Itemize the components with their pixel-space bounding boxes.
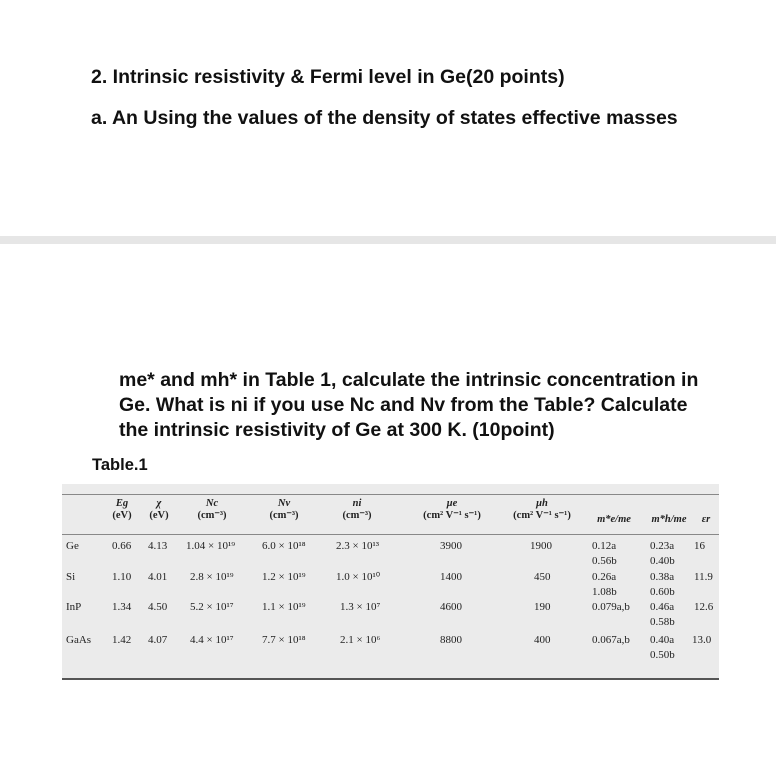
cell-ni: 1.3 × 10⁷	[340, 601, 381, 613]
header-mue	[412, 498, 492, 522]
cell-ni: 2.3 × 10¹³	[336, 540, 380, 552]
header-sym: m*h/me	[651, 514, 687, 525]
row-name: Ge	[66, 540, 79, 552]
header-sym: ni	[352, 498, 362, 509]
cell-me: 0.12a	[592, 540, 617, 552]
header-sym: μh	[536, 498, 548, 509]
question-title: 2. Intrinsic resistivity & Fermi level in Ge(20 points)	[91, 66, 565, 88]
question-line-2: Ge. What is ni if you use Nc and Nv from the Table? Calculate	[119, 394, 688, 416]
cell-chi: 4.01	[148, 571, 168, 583]
cell-mh: 0.40a	[650, 634, 675, 646]
table-bottom-rule	[62, 678, 719, 680]
header-nc	[190, 498, 234, 522]
header-sym: εr	[701, 514, 711, 525]
row-name: Si	[66, 571, 76, 583]
cell-me: 1.08b	[592, 586, 617, 598]
cell-mh: 0.60b	[650, 586, 675, 598]
cell-nc: 4.4 × 10¹⁷	[190, 634, 234, 646]
header-chi	[144, 498, 174, 522]
table-caption: Table.1	[92, 456, 148, 474]
cell-me: 0.067a,b	[592, 634, 630, 646]
cell-mh: 0.40b	[650, 555, 675, 567]
cell-chi: 4.13	[148, 540, 168, 552]
header-nv	[262, 498, 306, 522]
cell-er: 16	[694, 540, 705, 552]
header-sym: Nv	[277, 498, 291, 509]
header-unit: (cm⁻³)	[342, 510, 372, 521]
cell-chi: 4.07	[148, 634, 168, 646]
row-name: GaAs	[66, 634, 92, 646]
header-er	[696, 514, 716, 526]
cell-me: 0.079a,b	[592, 601, 630, 613]
header-sym: Eg	[115, 498, 129, 509]
data-table	[62, 484, 719, 680]
cell-ni: 1.0 × 10¹⁰	[336, 571, 381, 583]
header-mh	[644, 514, 694, 526]
table-top-rule	[62, 494, 719, 495]
header-sym: μe	[446, 498, 458, 509]
cell-muh: 400	[534, 634, 551, 646]
cell-mh: 0.23a	[650, 540, 675, 552]
table-header-rule	[62, 534, 719, 535]
header-eg	[108, 498, 136, 522]
cell-muh: 190	[534, 601, 551, 613]
cell-me: 0.26a	[592, 571, 617, 583]
cell-nv: 6.0 × 10¹⁸	[262, 540, 306, 552]
cell-chi: 4.50	[148, 601, 168, 613]
question-continuation	[119, 368, 739, 443]
cell-mue: 4600	[440, 601, 462, 613]
header-me	[588, 514, 640, 526]
cell-eg: 1.34	[112, 601, 132, 613]
page-divider	[0, 236, 776, 244]
header-unit: (eV)	[112, 510, 132, 521]
question-line-3: the intrinsic resistivity of Ge at 300 K. (10point)	[119, 419, 555, 441]
cell-er: 11.9	[694, 571, 713, 583]
header-unit: (cm⁻³)	[269, 510, 299, 521]
cell-mh: 0.58b	[650, 616, 675, 628]
question-part-a: a. An Using the values of the density of states effective masses	[91, 107, 678, 129]
cell-ni: 2.1 × 10⁶	[340, 634, 381, 646]
header-unit: (cm⁻³)	[197, 510, 227, 521]
cell-eg: 1.42	[112, 634, 132, 646]
cell-mue: 3900	[440, 540, 462, 552]
cell-nv: 1.2 × 10¹⁹	[262, 571, 306, 583]
cell-muh: 450	[534, 571, 551, 583]
header-unit: (cm² V⁻¹ s⁻¹)	[423, 510, 481, 521]
cell-er: 12.6	[694, 601, 714, 613]
cell-eg: 1.10	[112, 571, 132, 583]
cell-nc: 1.04 × 10¹⁹	[186, 540, 236, 552]
cell-mh: 0.38a	[650, 571, 675, 583]
cell-nc: 2.8 × 10¹⁹	[190, 571, 234, 583]
header-muh	[502, 498, 582, 522]
header-ni	[334, 498, 380, 522]
cell-muh: 1900	[530, 540, 552, 552]
cell-mue: 1400	[440, 571, 462, 583]
header-sym: m*e/me	[597, 514, 631, 525]
cell-eg: 0.66	[112, 540, 132, 552]
cell-mh: 0.46a	[650, 601, 675, 613]
header-sym: χ	[156, 498, 162, 509]
cell-me: 0.56b	[592, 555, 617, 567]
cell-nv: 1.1 × 10¹⁹	[262, 601, 306, 613]
header-sym: Nc	[205, 498, 219, 509]
cell-mh: 0.50b	[650, 649, 675, 661]
header-unit: (eV)	[149, 510, 169, 521]
cell-mue: 8800	[440, 634, 462, 646]
cell-nv: 7.7 × 10¹⁸	[262, 634, 306, 646]
header-unit: (cm² V⁻¹ s⁻¹)	[513, 510, 571, 521]
cell-nc: 5.2 × 10¹⁷	[190, 601, 234, 613]
question-line-1: me* and mh* in Table 1, calculate the intrinsic concentration in	[119, 369, 699, 391]
cell-er: 13.0	[692, 634, 712, 646]
row-name: InP	[66, 601, 82, 613]
